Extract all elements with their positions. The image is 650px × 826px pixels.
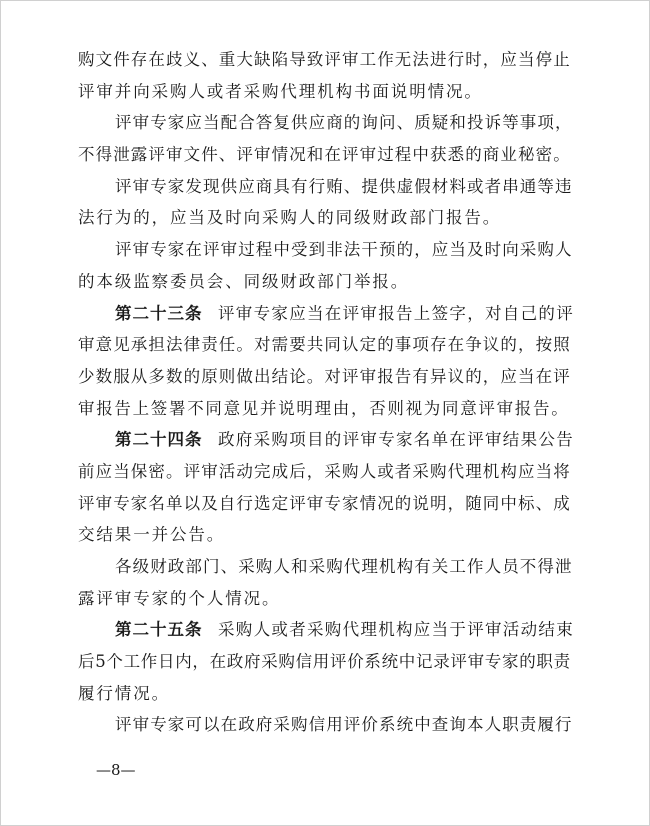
text-line: 评审并向采购人或者采购代理机构书面说明情况。 [78,81,483,101]
text-line: 评审专家发现供应商具有行贿、提供虚假材料或者串通等违 [115,176,573,196]
page-border-top [0,0,650,1]
article-23-number: 第二十三条 [115,303,203,323]
page-border-left [0,0,1,826]
text-line: 后5个工作日内，在政府采购信用评价系统中记录评审专家的职责 [78,652,571,672]
text-line: 露评审专家的个人情况。 [78,588,281,608]
article-25-number: 第二十五条 [115,620,203,640]
page-number: —8— [96,761,136,779]
text-line: 少数服从多数的原则做出结论。对评审报告有异议的，应当在评 [78,366,571,386]
text-line: 评审专家在评审过程中受到非法干预的，应当及时向采购人 [115,240,573,260]
text-line: 评审专家可以在政府采购信用评价系统中查询本人职责履行 [115,715,573,735]
text-line: 履行情况。 [78,683,170,703]
text-line: 评审专家名单以及自行选定评审专家情况的说明，随同中标、成 [78,493,571,513]
text-line: 审意见承担法律责任。对需要共同认定的事项存在争议的，按照 [78,335,571,355]
text-line: 评审专家应当配合答复供应商的询问、质疑和投诉等事项， [115,113,573,133]
article-25-first-line: 第二十五条 采购人或者采购代理机构应当于评审活动结束 [78,614,574,646]
text-line: 的本级监察委员会、同级财政部门举报。 [78,271,410,291]
document-body [78,44,574,741]
text-line: 法行为的，应当及时向采购人的同级财政部门报告。 [78,208,502,228]
article-23-first-line: 第二十三条 评审专家应当在评审报告上签字，对自己的评 [78,298,574,330]
text-line: 购文件存在歧义、重大缺陷导致评审工作无法进行时，应当停止 [78,50,571,69]
text-line: 不得泄露评审文件、评审情况和在评审过程中获悉的商业秘密。 [78,145,571,165]
text-line: 各级财政部门、采购人和采购代理机构有关工作人员不得泄 [115,557,573,576]
article-24-number: 第二十四条 [115,430,203,450]
text-line: 交结果一并公告。 [78,525,226,545]
text-line: 前应当保密。评审活动完成后，采购人或者采购代理机构应当将 [78,461,571,481]
text-line: 审报告上签署不同意见并说明理由，否则视为同意评审报告。 [78,398,570,418]
article-24-first-line: 第二十四条 政府采购项目的评审专家名单在评审结果公告 [78,424,574,456]
